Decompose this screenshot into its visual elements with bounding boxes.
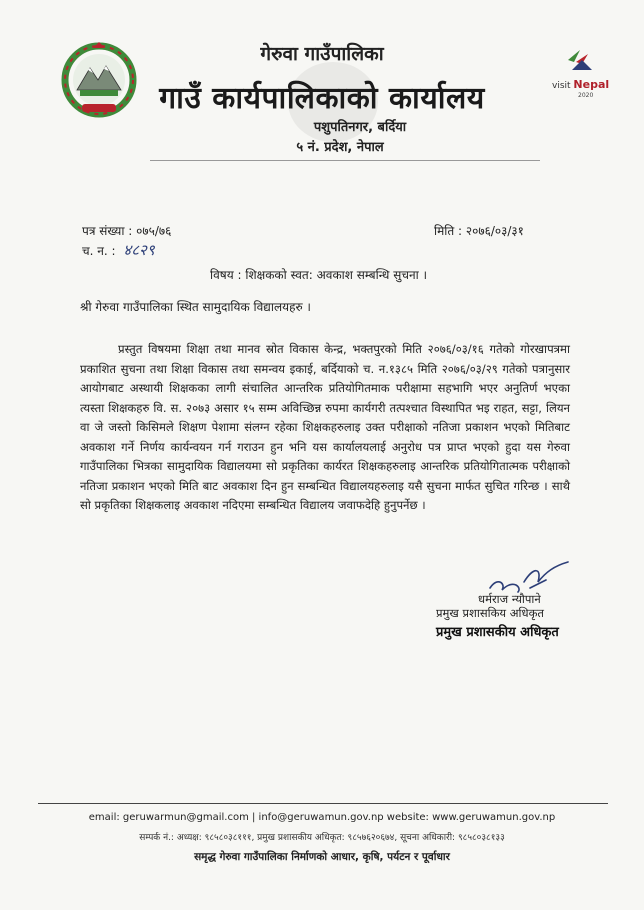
visit-nepal-year: 2020 [578,92,594,99]
municipality-name: गेरुवा गाउँपालिका [260,43,384,65]
office-province: ५ नं. प्रदेश, नेपाल [296,140,384,155]
office-address: पशुपतिनगर, बर्दिया [313,120,407,135]
footer-contacts: email: geruwarmun@gmail.com | info@geruwamun.gov.np website: www.geruwamun.gov.np [88,812,556,823]
dispatch-label: च. न. : [82,244,116,258]
header-divider [150,160,540,161]
dispatch-number [82,240,155,260]
letter-subject: विषय : शिक्षकको स्वत: अवकाश सम्बन्धि सुचना । [210,268,428,282]
office-title: गाउँ कार्यपालिकाको कार्यालय [159,81,485,116]
letter-number: पत्र संख्या : ०७५/७६ [82,224,172,238]
footer-divider [38,803,608,804]
nepal-word: Nepal [573,78,610,91]
signatory-title: प्रमुख प्रशासकिय अधिकृत [436,606,544,620]
letter-recipient: श्री गेरुवा गाउँपालिका स्थित सामुदायिक विद्यालयहरु । [80,300,311,314]
footer-slogan: समृद्ध गेरुवा गाउँपालिका निर्माणको आधार, कृषि, पर्यटन र पूर्वाधार [194,851,450,863]
visit-word: visit [552,81,571,91]
footer-phones: सम्पर्क नं.: अध्यक्ष: ९८५८०३८१११, प्रमुख प्रशासकीय अधिकृत: ९८५७६२०६७४, सूचना अधिकारी: ९८५८०३८१३३ [139,833,505,843]
signatory-stamp: प्रमुख प्रशासकीय अधिकृत [436,625,559,640]
letter-body: प्रस्तुत विषयमा शिक्षा तथा मानव स्रोत विकास केन्द्र, भक्तपुरको मिति २०७६/०३/१६ गतेको गोरखापत्रमा प्रकाशित सुचना तथा शिक्षा विकास तथा समन्वय इकाई, बर्दियाको च. न.१३८५ मिति २०७६/०३/२९ गतेको पत्रानुसार आयोगबाट अस्थायी शिक्षकका लागी संचालित आन्तरिक प्रतियोगितमाक परीक्षामा सहभागि भएर अनुतिर्ण भएका त्यस्ता शिक्षकहरु वि. स. २०७३ असार १५ सम्म अविच्छिन्न रुपमा कार्यगरी तत्पश्चात विस्थापित भइ राहत, सट्टा, लियन वा जे जस्तो किसिमले शिक्षण पेशामा संलग्न रहेका शिक्षकहरुलाइ उक्त परीक्षाको नतिजा प्रकाशन भएको मितिबाट अवकाश गर्ने निर्णय कार्यन्वयन गर्न गराउन हुन भनि यस कार्यालयलाई अनुरोध पत्र प्राप्त भएको हुदा यस गेरुवा गाउँपालिका भित्रका सामुदायिक विद्यालयमा सो प्रकृतिका कार्यरत शिक्षकहरुलाइ आन्तरिक प्रतियोगितात्मक परीक्षाको नतिजा प्रकाशन भएको मिति बाट अवकाश दिन हुन सम्बन्धित विद्यालयहरुलाइ यसै सुचना मार्फत सुचित गरिन्छ । साथै सो प्रकृतिका शिक्षकलाइ अवकाश नदिएमा सम्बन्धित विद्यालय जवाफदेहि हुनुपर्नेछ । [80,342,570,512]
letter-date: मिति : २०७६/०३/३१ [434,224,524,238]
dispatch-value-handwritten: ४८२९ [123,241,155,259]
signatory-name: धर्मराज न्यौपाने [478,592,541,606]
